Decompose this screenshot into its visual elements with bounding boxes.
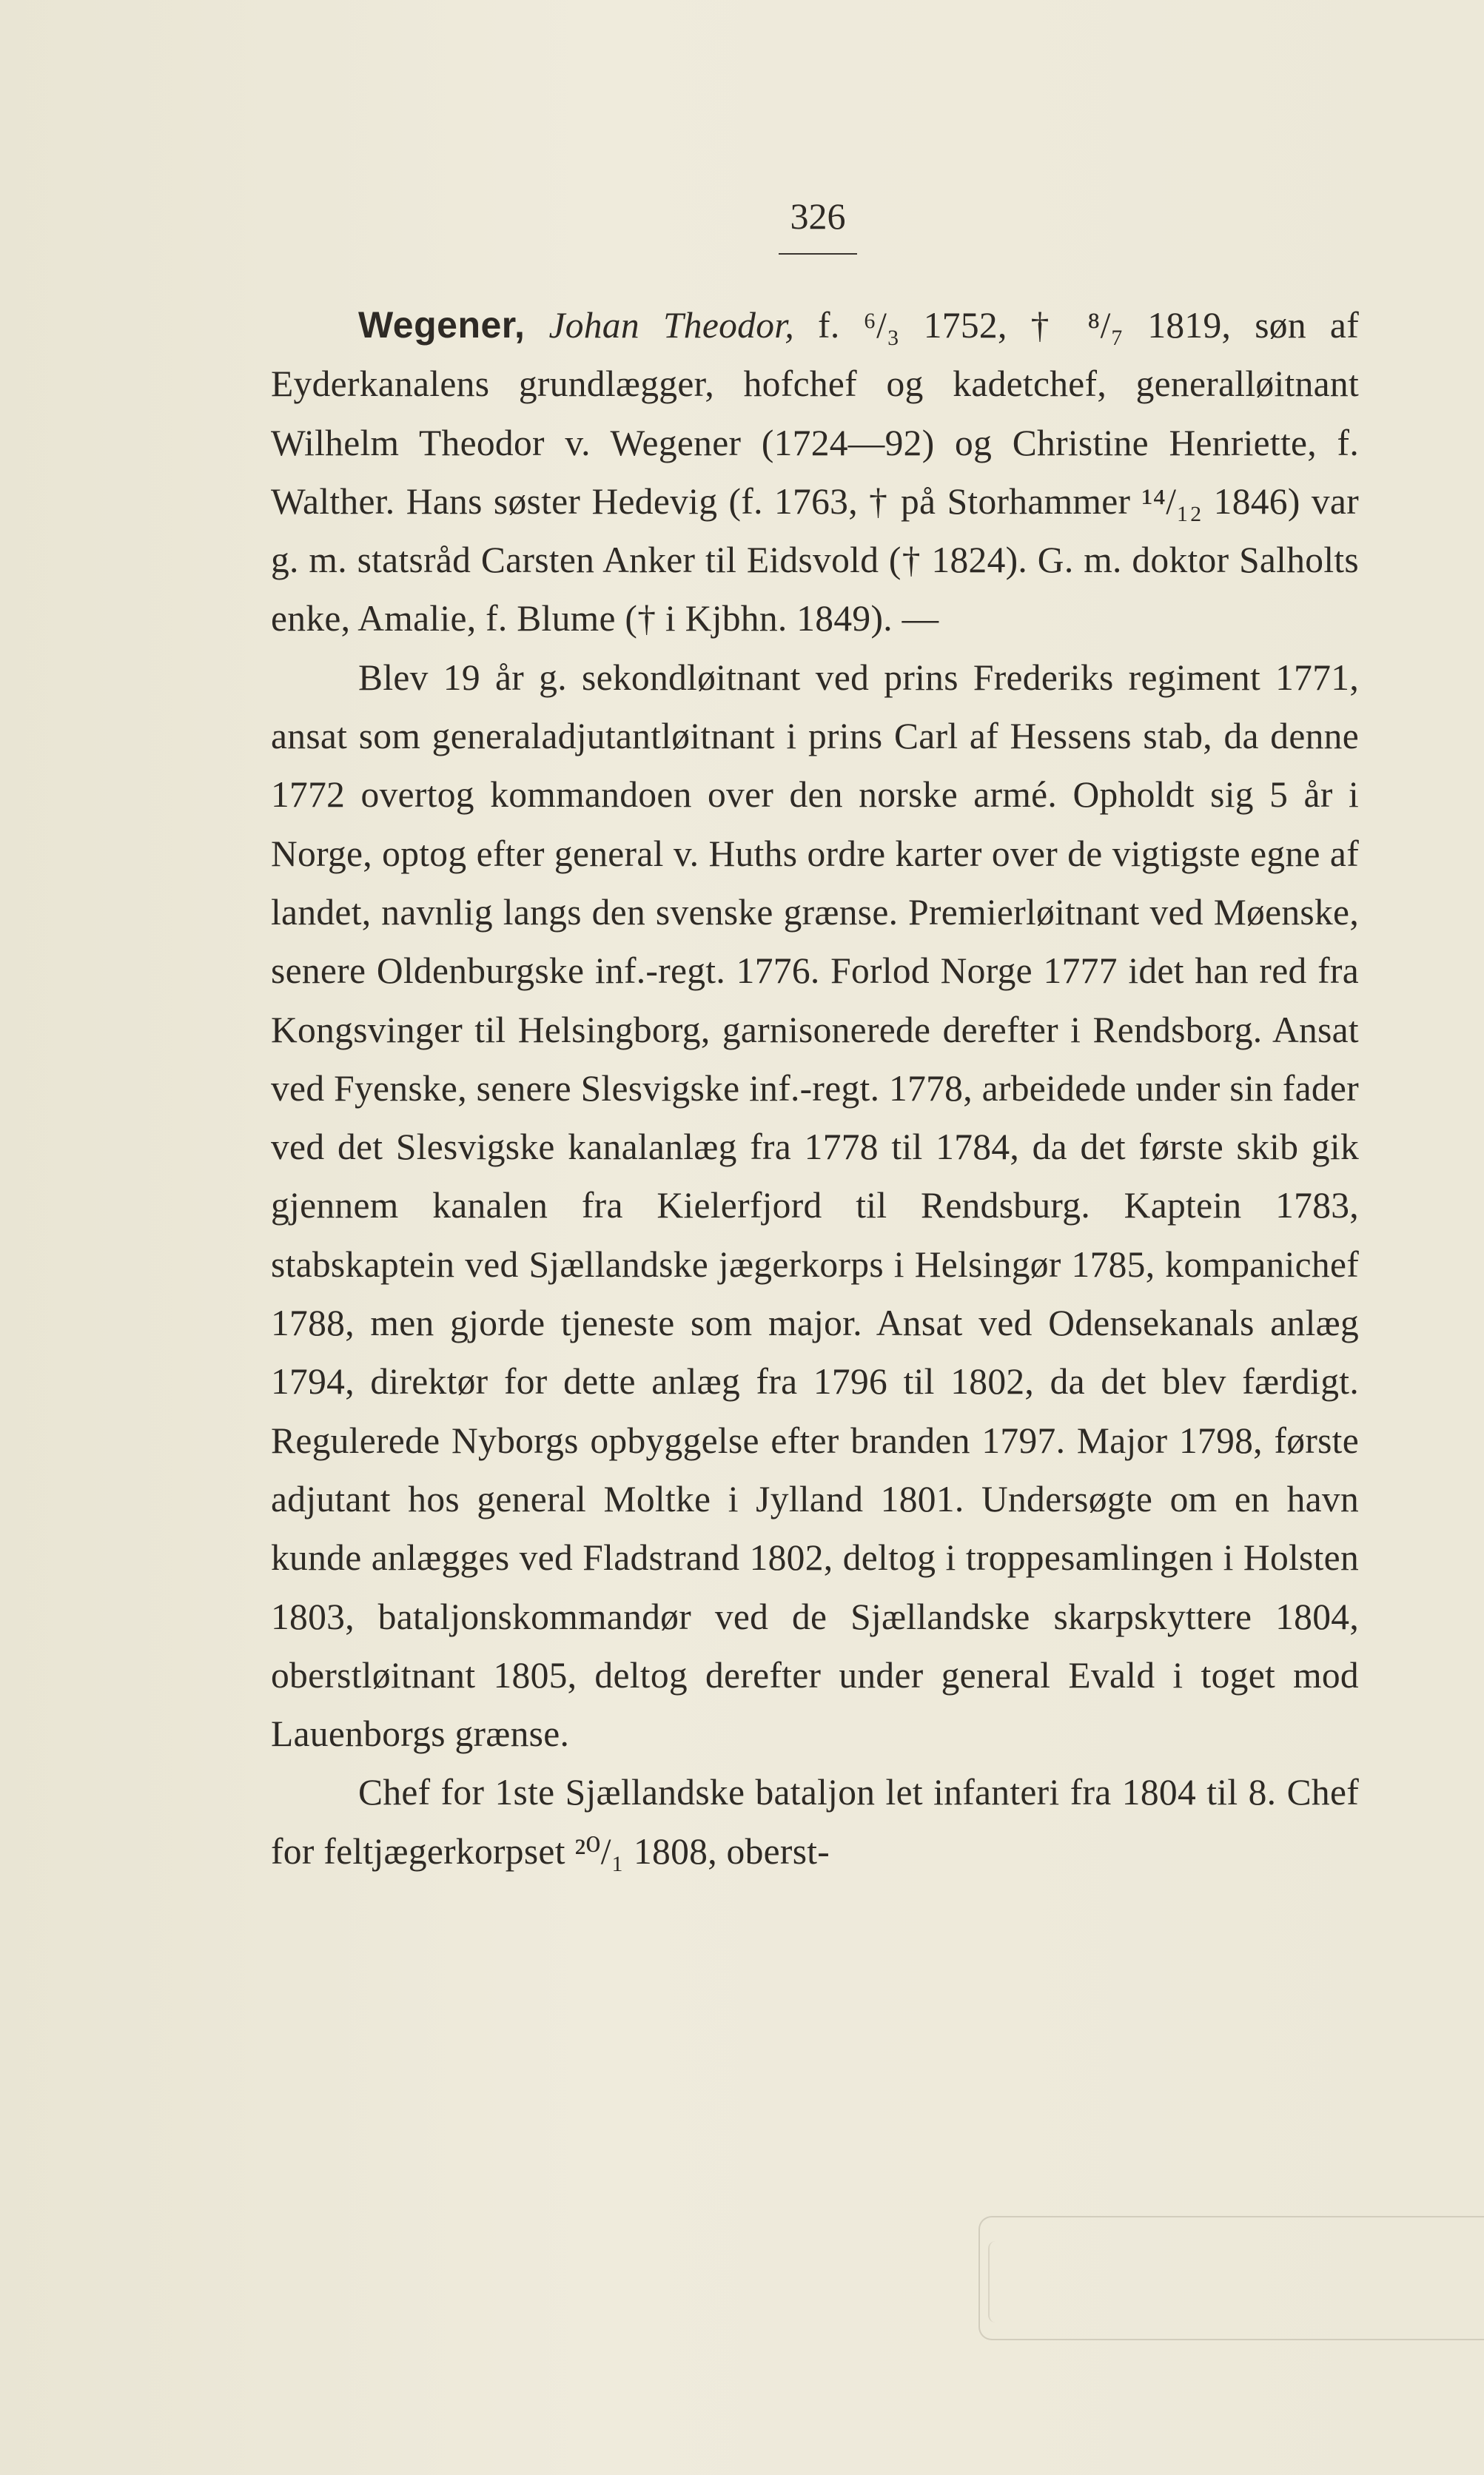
entry-surname: Wegener,	[358, 304, 526, 346]
entry-intro-paragraph	[271, 296, 1359, 648]
entry-text	[271, 296, 1359, 1881]
entry-career-paragraph: Blev 19 år g. sekondløitnant ved prins Frederiks regiment 1771, ansat som generaladjutantløitnant i prins Carl af Hessens stab, da denne 1772 overtog kommandoen over den norske armé. Opholdt sig 5 år i Norge, optog efter general v. Huths ordre karter over de vigtigste egne af landet, navnlig langs den svenske grænse. Premierløitnant ved Møenske, senere Oldenburgske inf.-regt. 1776. Forlod Norge 1777 idet han red fra Kongsvinger til Helsingborg, garnisonerede derefter i Rendsborg. Ansat ved Fyenske, senere Slesvigske inf.-regt. 1778, arbeidede under sin fader ved det Slesvigske kanalanlæg fra 1778 til 1784, da det første skib gik gjennem kanalen fra Kielerfjord til Rendsburg. Kaptein 1783, stabskaptein ved Sjællandske jægerkorps i Helsingør 1785, kompanichef 1788, men gjorde tjeneste som major. Ansat ved Odensekanals anlæg 1794, direktør for dette anlæg fra 1796 til 1802, da det blev færdigt. Regulerede Nyborgs opbyggelse efter branden 1797. Major 1798, første adjutant hos general Moltke i Jylland 1801. Undersøgte om en havn kunde anlægges ved Fladstrand 1802, deltog i troppesamlingen i Holsten 1803, bataljonskommandør ved de Sjællandske skarpskyttere 1804, oberstløitnant 1805, deltog derefter under general Evald i toget mod Lauenborgs grænse.	[271, 656, 1359, 1755]
entry-intro-text: f. ⁶/₃ 1752, † ⁸/₇ 1819, søn af Eyderkanalens grundlægger, hofchef og kadetchef, generalløitnant Wilhelm Theodor v. Wegener (1724—92) og Christine Henriette, f. Walther. Hans søster Hedevig (f. 1763, † på Storhammer ¹⁴/₁₂ 1846) var g. m. statsråd Carsten Anker til Eidsvold († 1824). G. m. doktor Salholts enke, Amalie, f. Blume († i Kjbhn. 1849). —	[271, 305, 1359, 639]
page-number: 326	[790, 195, 846, 237]
scan-edge-outline-inner	[988, 2241, 1484, 2323]
entry-chef-paragraph: Chef for 1ste Sjællandske bataljon let infanteri fra 1804 til 8. Chef for feltjægerkorpset ²⁰/₁ 1808, oberst-	[271, 1772, 1359, 1872]
page-number-rule	[779, 253, 857, 255]
entry-given-names: Johan Theodor,	[548, 305, 794, 346]
